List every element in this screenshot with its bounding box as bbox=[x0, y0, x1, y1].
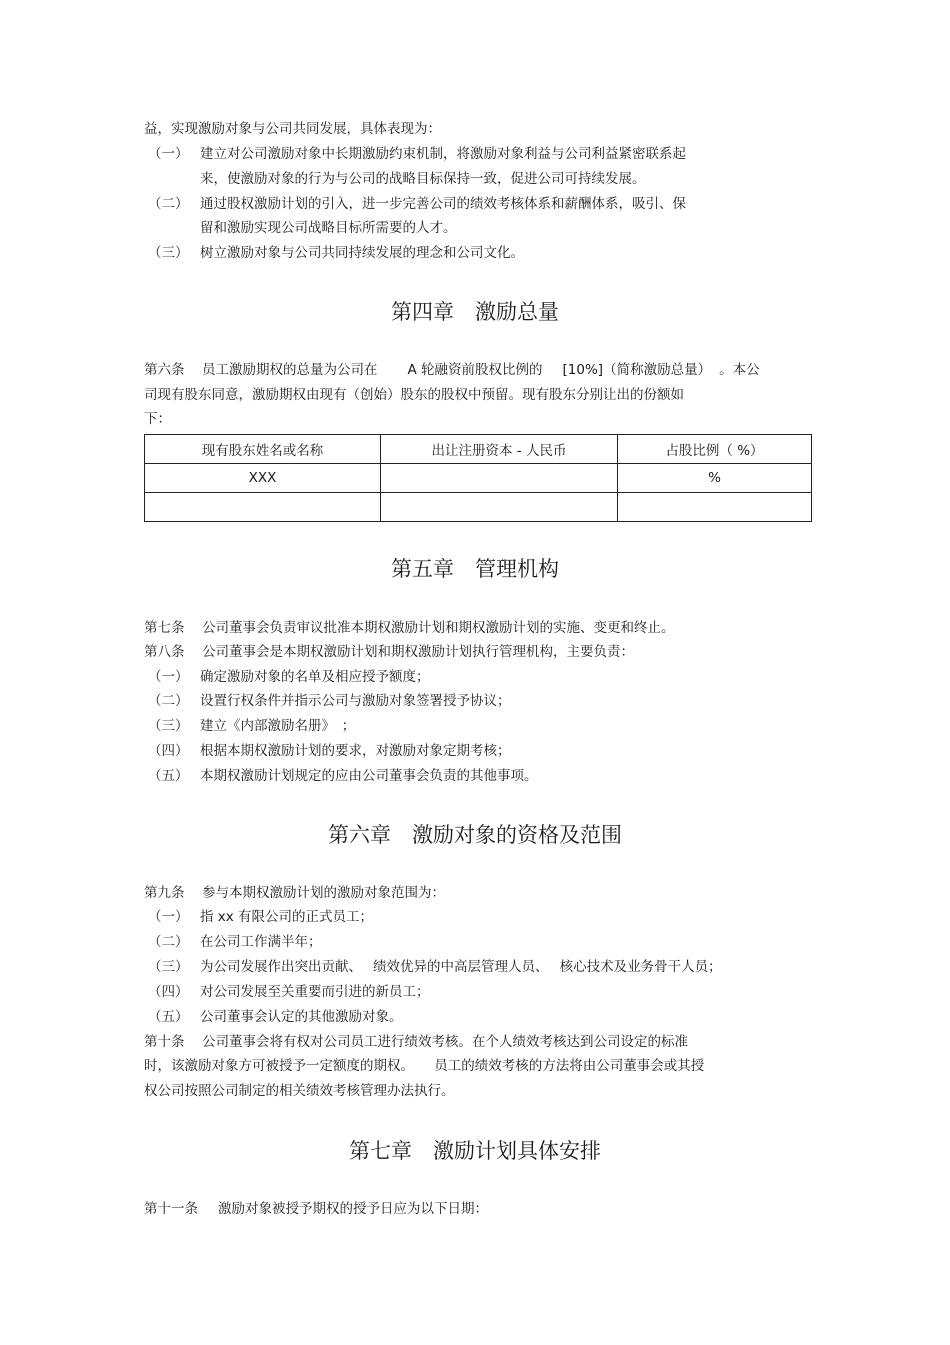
table-cell: XXX bbox=[145, 464, 381, 493]
ch6-item-4 bbox=[148, 983, 430, 1001]
article-8-text: 公司董事会是本期权激励计划和期权激励计划执行管理机构，主要负责： bbox=[202, 644, 634, 660]
table-header-row bbox=[145, 435, 812, 464]
item-number: （五） bbox=[148, 1009, 189, 1025]
header-share-ratio: 占股比例（ %） bbox=[618, 435, 812, 464]
article-6-text-a: 员工激励期权的总量为公司在 bbox=[202, 362, 378, 378]
item-number: （四） bbox=[148, 984, 189, 1000]
item-text: 指 xx 有限公司的正式员工； bbox=[200, 909, 374, 925]
table-cell bbox=[381, 464, 618, 493]
ch5-item-2 bbox=[148, 692, 511, 710]
item-number: （二） bbox=[148, 693, 189, 709]
item-number: （一） bbox=[148, 146, 189, 162]
article-6-text-b: A 轮融资前股权比例的 bbox=[407, 362, 543, 378]
intro-item-2 bbox=[148, 195, 686, 213]
intro-lead: 益，实现激励对象与公司共同发展，具体表现为： bbox=[144, 121, 441, 137]
header-shareholder-name: 现有股东姓名或名称 bbox=[145, 435, 381, 464]
table-row bbox=[145, 493, 812, 522]
shareholder-table bbox=[144, 434, 812, 522]
ch5-item-4 bbox=[148, 742, 511, 760]
table-cell bbox=[381, 493, 618, 522]
table-row bbox=[145, 464, 812, 493]
item-number: （三） bbox=[148, 245, 189, 261]
item-number: （三） bbox=[148, 718, 189, 734]
article-11 bbox=[144, 1200, 488, 1218]
article-9-label: 第九条 bbox=[144, 885, 185, 901]
article-6-line-1 bbox=[144, 361, 760, 379]
item-text: 为公司发展作出突出贡献、 绩效优异的中高层管理人员、 核心技术及业务骨干人员； bbox=[200, 959, 722, 975]
ch6-item-2 bbox=[148, 933, 322, 951]
article-10-text: 公司董事会将有权对公司员工进行绩效考核。在个人绩效考核达到公司设定的标准 bbox=[202, 1034, 688, 1050]
table-cell bbox=[618, 493, 812, 522]
chapter-5-title: 第五章 管理机构 bbox=[391, 557, 559, 581]
item-text: 树立激励对象与公司共同持续发展的理念和公司文化。 bbox=[200, 245, 524, 261]
ch6-item-1 bbox=[148, 908, 373, 926]
intro-item-1-cont: 来，使激励对象的行为与公司的战略目标保持一致，促进公司可持续发展。 bbox=[200, 171, 646, 187]
article-6-text-c: [10%]（简称激励总量） bbox=[562, 362, 712, 378]
item-number: （三） bbox=[148, 959, 189, 975]
article-11-label: 第十一条 bbox=[144, 1201, 198, 1217]
article-7 bbox=[144, 619, 675, 637]
chapter-6-title: 第六章 激励对象的资格及范围 bbox=[328, 823, 622, 847]
item-number: （二） bbox=[148, 934, 189, 950]
article-7-label: 第七条 bbox=[144, 620, 185, 636]
item-text: 公司董事会认定的其他激励对象。 bbox=[200, 1009, 403, 1025]
intro-item-3 bbox=[148, 244, 524, 262]
item-text: 在公司工作满半年； bbox=[200, 934, 322, 950]
item-text: 通过股权激励计划的引入，进一步完善公司的绩效考核体系和薪酬体系，吸引、保 bbox=[200, 196, 686, 212]
item-text: 对公司发展至关重要而引进的新员工； bbox=[200, 984, 430, 1000]
article-11-text: 激励对象被授予期权的授予日应为以下日期： bbox=[218, 1201, 488, 1217]
table-cell bbox=[145, 493, 381, 522]
item-text: 设置行权条件并指示公司与激励对象签署授予协议； bbox=[200, 693, 511, 709]
intro-item-1 bbox=[148, 145, 686, 163]
ch5-item-5 bbox=[148, 767, 538, 785]
article-10-line-2: 时，该激励对象方可被授予一定额度的期权。 员工的绩效考核的方法将由公司董事会或其授 bbox=[144, 1058, 705, 1074]
article-6-text-d: 。本公 bbox=[719, 362, 760, 378]
chapter-4-title: 第四章 激励总量 bbox=[391, 300, 559, 324]
article-10-label: 第十条 bbox=[144, 1034, 185, 1050]
item-text: 建立对公司激励对象中长期激励约束机制，将激励对象利益与公司利益紧密联系起 bbox=[200, 146, 686, 162]
item-number: （一） bbox=[148, 909, 189, 925]
intro-item-2-cont: 留和激励实现公司战略目标所需要的人才。 bbox=[200, 220, 457, 236]
article-6-line-3: 下： bbox=[144, 411, 171, 427]
article-7-text: 公司董事会负责审议批准本期权激励计划和期权激励计划的实施、变更和终止。 bbox=[202, 620, 675, 636]
article-9 bbox=[144, 884, 445, 902]
article-8 bbox=[144, 643, 634, 661]
article-10-line-1 bbox=[144, 1033, 688, 1051]
article-6-line-2: 司现有股东同意，激励期权由现有（创始）股东的股权中预留。现有股东分别让出的份额如 bbox=[144, 387, 684, 403]
item-number: （二） bbox=[148, 196, 189, 212]
article-10-line-3: 权公司按照公司制定的相关绩效考核管理办法执行。 bbox=[144, 1083, 455, 1099]
chapter-7-title: 第七章 激励计划具体安排 bbox=[349, 1139, 601, 1163]
article-8-label: 第八条 bbox=[144, 644, 185, 660]
item-text: 确定激励对象的名单及相应授予额度； bbox=[200, 669, 430, 685]
ch5-item-1 bbox=[148, 668, 430, 686]
table-cell: % bbox=[618, 464, 812, 493]
item-text: 建立《内部激励名册》 ； bbox=[200, 718, 356, 734]
item-number: （五） bbox=[148, 768, 189, 784]
article-6-label: 第六条 bbox=[144, 362, 185, 378]
ch5-item-3 bbox=[148, 717, 355, 735]
ch6-item-5 bbox=[148, 1008, 403, 1026]
ch6-item-3 bbox=[148, 958, 722, 976]
item-text: 本期权激励计划规定的应由公司董事会负责的其他事项。 bbox=[200, 768, 538, 784]
item-number: （一） bbox=[148, 669, 189, 685]
item-text: 根据本期权激励计划的要求，对激励对象定期考核； bbox=[200, 743, 511, 759]
item-number: （四） bbox=[148, 743, 189, 759]
header-registered-capital: 出让注册资本 - 人民币 bbox=[381, 435, 618, 464]
article-9-text: 参与本期权激励计划的激励对象范围为： bbox=[202, 885, 445, 901]
